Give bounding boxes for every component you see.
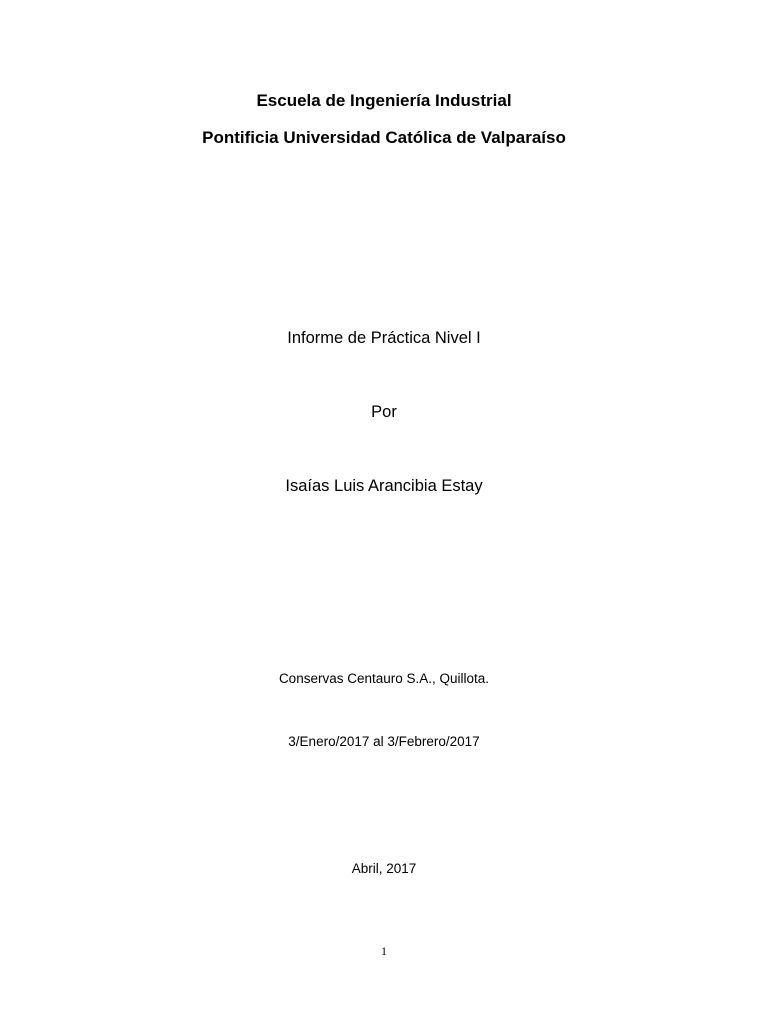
report-title: Informe de Práctica Nivel I [287,329,481,347]
company-name: Conservas Centauro S.A., Quillota. [278,671,490,686]
university-name: Pontificia Universidad Católica de Valparaíso [202,128,566,147]
document-date: Abril, 2017 [351,861,417,876]
page-number: 1 [381,944,387,958]
practice-period: 3/Enero/2017 al 3/Febrero/2017 [288,734,480,749]
author-name: Isaías Luis Arancibia Estay [285,477,483,495]
school-name: Escuela de Ingeniería Industrial [256,91,512,110]
by-label: Por [371,403,397,421]
